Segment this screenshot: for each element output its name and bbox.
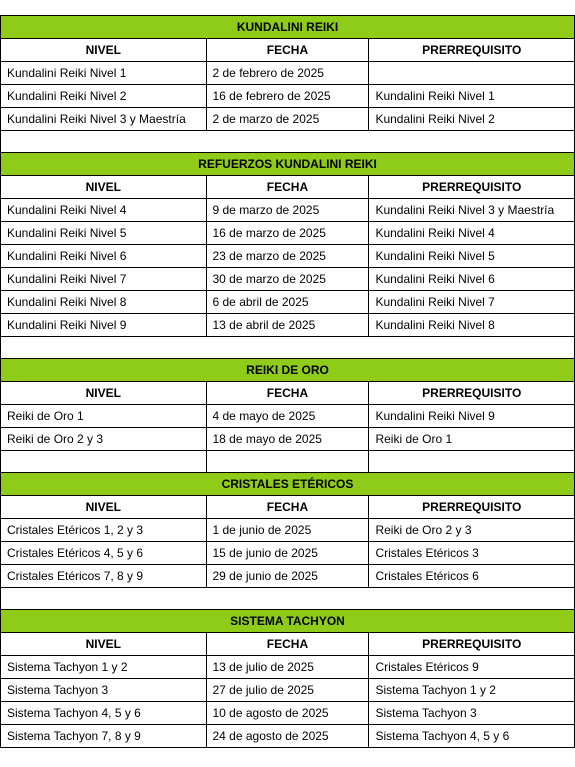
- prerrequisito-cell: Kundalini Reiki Nivel 1: [369, 85, 575, 108]
- table-row: [1, 268, 575, 291]
- prerrequisito-cell: Reiki de Oro 1: [369, 428, 575, 451]
- section-header-row: [1, 153, 575, 176]
- spacer-cell: [1, 131, 575, 153]
- fecha-cell: 1 de junio de 2025: [206, 519, 369, 542]
- nivel-cell: Cristales Etéricos 1, 2 y 3: [1, 519, 207, 542]
- fecha-cell: 9 de marzo de 2025: [206, 199, 369, 222]
- column-header-fecha: FECHA: [206, 496, 369, 519]
- prerrequisito-cell: Cristales Etéricos 6: [369, 565, 575, 588]
- fecha-cell: 10 de agosto de 2025: [206, 702, 369, 725]
- fecha-cell: 29 de junio de 2025: [206, 565, 369, 588]
- fecha-cell: 24 de agosto de 2025: [206, 725, 369, 748]
- prerrequisito-cell: Kundalini Reiki Nivel 7: [369, 291, 575, 314]
- table-row: [1, 565, 575, 588]
- table-row: [1, 656, 575, 679]
- prerrequisito-cell: Sistema Tachyon 3: [369, 702, 575, 725]
- table-row: [1, 85, 575, 108]
- schedule-table: [0, 15, 575, 748]
- table-row: [1, 314, 575, 337]
- column-header-prerrequisito: PRERREQUISITO: [369, 176, 575, 199]
- table-row: [1, 62, 575, 85]
- table-row: [1, 245, 575, 268]
- table-row: [1, 542, 575, 565]
- table-row: [1, 519, 575, 542]
- spacer-cell: [1, 451, 207, 473]
- fecha-cell: 13 de abril de 2025: [206, 314, 369, 337]
- column-header-row: [1, 176, 575, 199]
- prerrequisito-cell: Kundalini Reiki Nivel 2: [369, 108, 575, 131]
- table-row: [1, 725, 575, 748]
- section-header-row: [1, 610, 575, 633]
- spacer-row: [1, 337, 575, 359]
- prerrequisito-cell: Cristales Etéricos 9: [369, 656, 575, 679]
- section-title: REFUERZOS KUNDALINI REIKI: [1, 153, 575, 176]
- nivel-cell: Kundalini Reiki Nivel 8: [1, 291, 207, 314]
- fecha-cell: 16 de febrero de 2025: [206, 85, 369, 108]
- fecha-cell: 18 de mayo de 2025: [206, 428, 369, 451]
- spacer-cell: [369, 451, 575, 473]
- column-header-fecha: FECHA: [206, 382, 369, 405]
- spacer-cell: [1, 337, 575, 359]
- column-header-nivel: NIVEL: [1, 176, 207, 199]
- column-header-row: [1, 633, 575, 656]
- nivel-cell: Sistema Tachyon 1 y 2: [1, 656, 207, 679]
- section-title: REIKI DE ORO: [1, 359, 575, 382]
- nivel-cell: Kundalini Reiki Nivel 1: [1, 62, 207, 85]
- table-row: [1, 428, 575, 451]
- prerrequisito-cell: Sistema Tachyon 4, 5 y 6: [369, 725, 575, 748]
- table-row: [1, 291, 575, 314]
- section-header-row: [1, 16, 575, 39]
- table-row: [1, 199, 575, 222]
- prerrequisito-cell: Kundalini Reiki Nivel 5: [369, 245, 575, 268]
- table-row: [1, 405, 575, 428]
- schedule-body: [1, 16, 575, 748]
- nivel-cell: Sistema Tachyon 4, 5 y 6: [1, 702, 207, 725]
- column-header-prerrequisito: PRERREQUISITO: [369, 382, 575, 405]
- prerrequisito-cell: Cristales Etéricos 3: [369, 542, 575, 565]
- nivel-cell: Sistema Tachyon 3: [1, 679, 207, 702]
- prerrequisito-cell: Kundalini Reiki Nivel 4: [369, 222, 575, 245]
- column-header-fecha: FECHA: [206, 633, 369, 656]
- fecha-cell: 2 de marzo de 2025: [206, 108, 369, 131]
- nivel-cell: Cristales Etéricos 4, 5 y 6: [1, 542, 207, 565]
- nivel-cell: Sistema Tachyon 7, 8 y 9: [1, 725, 207, 748]
- column-header-nivel: NIVEL: [1, 496, 207, 519]
- prerrequisito-cell: Kundalini Reiki Nivel 6: [369, 268, 575, 291]
- column-header-fecha: FECHA: [206, 39, 369, 62]
- table-row: [1, 679, 575, 702]
- column-header-prerrequisito: PRERREQUISITO: [369, 633, 575, 656]
- section-title: KUNDALINI REIKI: [1, 16, 575, 39]
- column-header-nivel: NIVEL: [1, 39, 207, 62]
- nivel-cell: Kundalini Reiki Nivel 3 y Maestría: [1, 108, 207, 131]
- table-row: [1, 222, 575, 245]
- column-header-nivel: NIVEL: [1, 382, 207, 405]
- column-header-nivel: NIVEL: [1, 633, 207, 656]
- nivel-cell: Kundalini Reiki Nivel 7: [1, 268, 207, 291]
- column-header-prerrequisito: PRERREQUISITO: [369, 496, 575, 519]
- prerrequisito-cell: Kundalini Reiki Nivel 8: [369, 314, 575, 337]
- section-header-row: [1, 473, 575, 496]
- fecha-cell: 15 de junio de 2025: [206, 542, 369, 565]
- spacer-cell: [1, 588, 575, 610]
- column-header-row: [1, 382, 575, 405]
- column-header-row: [1, 496, 575, 519]
- fecha-cell: 6 de abril de 2025: [206, 291, 369, 314]
- nivel-cell: Kundalini Reiki Nivel 4: [1, 199, 207, 222]
- nivel-cell: Kundalini Reiki Nivel 5: [1, 222, 207, 245]
- nivel-cell: Reiki de Oro 1: [1, 405, 207, 428]
- fecha-cell: 27 de julio de 2025: [206, 679, 369, 702]
- section-title: SISTEMA TACHYON: [1, 610, 575, 633]
- spacer-cell: [206, 451, 369, 473]
- nivel-cell: Kundalini Reiki Nivel 6: [1, 245, 207, 268]
- nivel-cell: Cristales Etéricos 7, 8 y 9: [1, 565, 207, 588]
- nivel-cell: Reiki de Oro 2 y 3: [1, 428, 207, 451]
- schedule-sheet: [0, 15, 575, 748]
- fecha-cell: 13 de julio de 2025: [206, 656, 369, 679]
- spacer-row: [1, 451, 575, 473]
- fecha-cell: 16 de marzo de 2025: [206, 222, 369, 245]
- nivel-cell: Kundalini Reiki Nivel 2: [1, 85, 207, 108]
- section-header-row: [1, 359, 575, 382]
- prerrequisito-cell: [369, 62, 575, 85]
- column-header-prerrequisito: PRERREQUISITO: [369, 39, 575, 62]
- fecha-cell: 4 de mayo de 2025: [206, 405, 369, 428]
- spacer-row: [1, 588, 575, 610]
- table-row: [1, 702, 575, 725]
- fecha-cell: 2 de febrero de 2025: [206, 62, 369, 85]
- prerrequisito-cell: Kundalini Reiki Nivel 9: [369, 405, 575, 428]
- fecha-cell: 30 de marzo de 2025: [206, 268, 369, 291]
- nivel-cell: Kundalini Reiki Nivel 9: [1, 314, 207, 337]
- fecha-cell: 23 de marzo de 2025: [206, 245, 369, 268]
- column-header-fecha: FECHA: [206, 176, 369, 199]
- prerrequisito-cell: Kundalini Reiki Nivel 3 y Maestría: [369, 199, 575, 222]
- prerrequisito-cell: Reiki de Oro 2 y 3: [369, 519, 575, 542]
- table-row: [1, 108, 575, 131]
- prerrequisito-cell: Sistema Tachyon 1 y 2: [369, 679, 575, 702]
- section-title: CRISTALES ETÉRICOS: [1, 473, 575, 496]
- column-header-row: [1, 39, 575, 62]
- spacer-row: [1, 131, 575, 153]
